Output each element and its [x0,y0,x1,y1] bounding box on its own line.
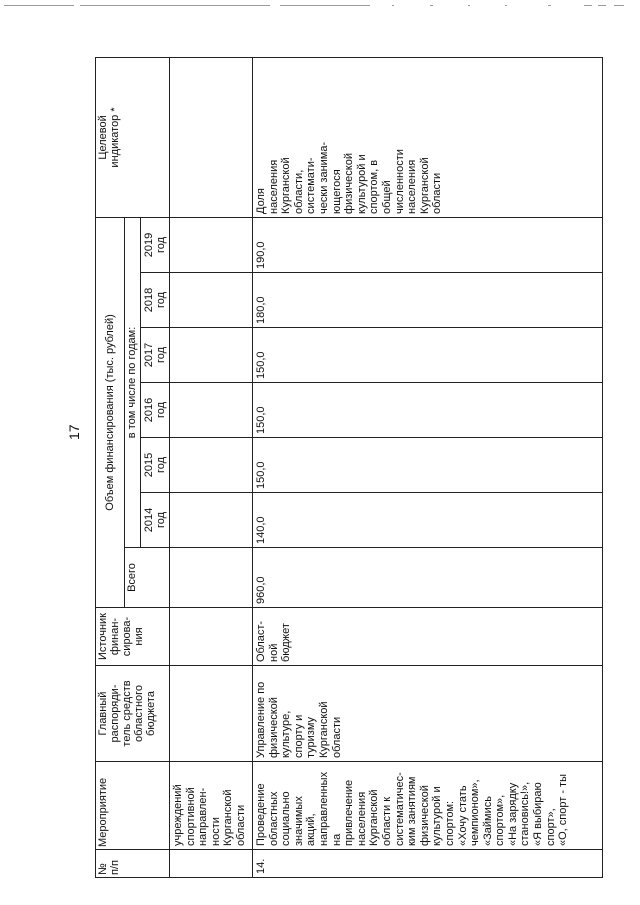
cell-year [170,273,253,328]
col-year-header: 2015 год [141,438,170,493]
col-by-years-header: в том числе по годам: [125,217,141,547]
col-year-header: 2016 год [141,383,170,438]
col-num-header: № п/п [96,850,170,878]
cell-source [170,608,253,666]
cell-year [170,493,253,548]
page-number: 17 [66,424,82,440]
table-row [253,57,603,877]
cell-manager: Управление по физической культуре, спорту и туризму Курганской области [253,666,603,762]
cell-year [170,383,253,438]
col-source-header: Источник финан- сирова- ния [96,608,170,666]
cell-total: 960,0 [253,548,603,608]
col-manager-header: Главный распоряди- тель средств областного бюджета [96,666,170,762]
program-table-rotated [95,58,607,878]
cell-year: 180,0 [253,273,603,328]
col-event-header: Мероприятие [96,762,170,850]
cell-year [170,217,253,272]
col-indicator-header: Целевой индикатор * [96,57,170,217]
col-total-header: Всего [125,548,170,608]
cell-year: 150,0 [253,438,603,493]
cell-indicator: Доля населения Курганской области, системати- чески занима- ющегося физической культурой и спортом, в общей численности населения Курганской области [253,57,603,217]
program-table [95,57,603,878]
cell-total [170,548,253,608]
col-year-header: 2019 год [141,217,170,272]
cell-year: 140,0 [253,493,603,548]
cell-event: Проведение областных социально значимых акций, направленных на привлечение населения Курганской области к систематичес- ким занятиям физической культурой и спортом: «Хочу стать чемпионом», «Займись спортом», «На зарядку становись!», «Я выбираю спорт», «О, спорт - ты [253,762,603,850]
scan-edge-artifact [0,3,640,9]
cell-manager [170,666,253,762]
cell-num [170,850,253,878]
cell-year: 190,0 [253,217,603,272]
cell-num: 14. [253,850,603,878]
col-year-header: 2014 год [141,493,170,548]
cell-indicator [170,57,253,217]
table-row-continued [170,57,253,877]
cell-event: учреждений спортивной направлен- ности Курганской области [170,762,253,850]
cell-year: 150,0 [253,328,603,383]
cell-year [170,438,253,493]
col-year-header: 2017 год [141,328,170,383]
cell-year [170,328,253,383]
cell-year: 150,0 [253,383,603,438]
header-row-1 [96,57,125,877]
col-funding-header: Объем финансирования (тыс. рублей) [96,217,125,607]
cell-source: Област- ной бюджет [253,608,603,666]
col-year-header: 2018 год [141,273,170,328]
